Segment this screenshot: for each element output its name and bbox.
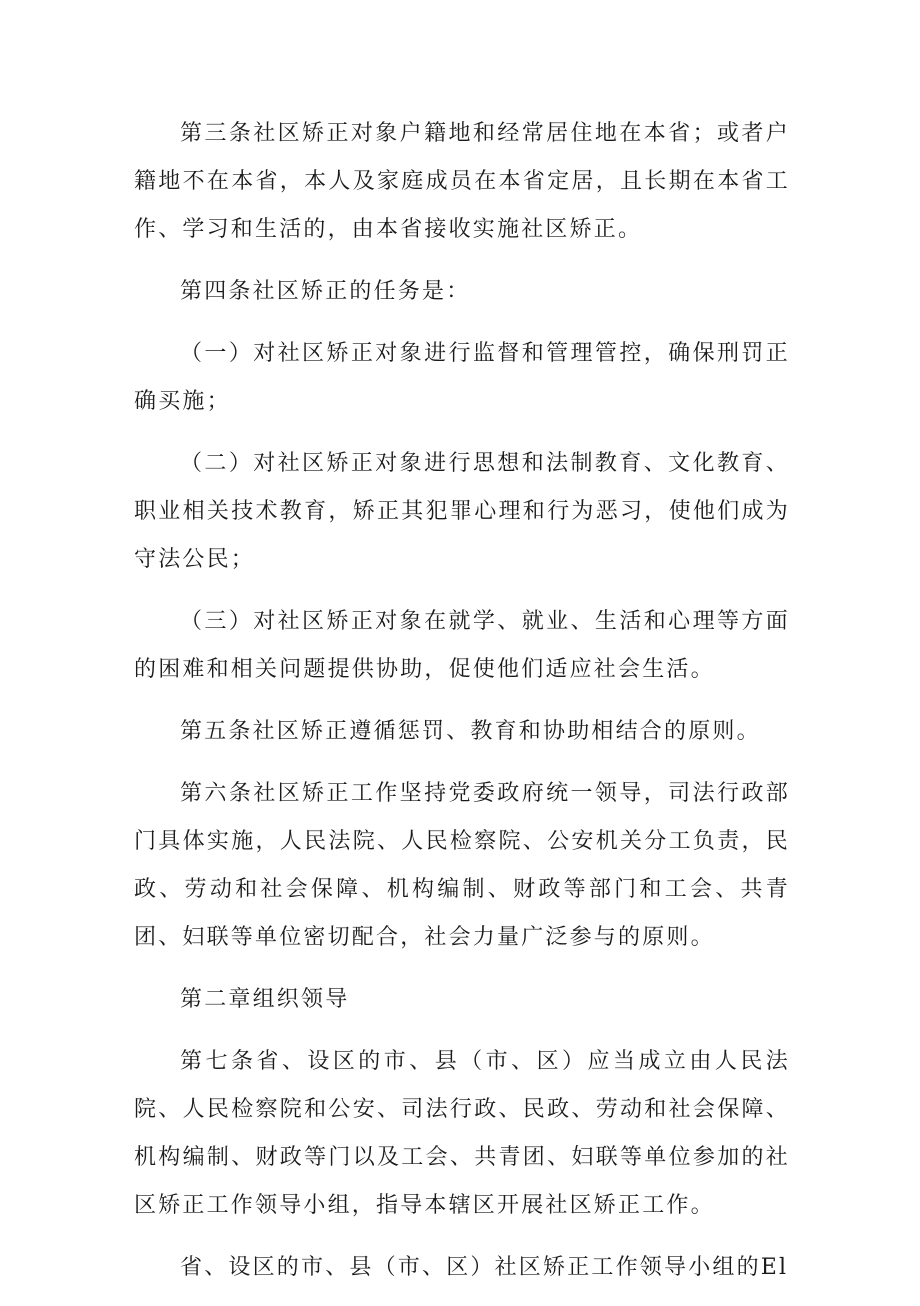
article-5-paragraph: 第五条社区矫正遵循惩罚、教育和协助相结合的原则。	[180, 719, 761, 744]
article-4-heading: 第四条社区矫正的任务是：	[180, 279, 471, 304]
article-4-item-3: （三）对社区矫正对象在就学、就业、生活和心理等方面的困难和相关问题提供协助，促使他们适应社会生活。	[134, 609, 790, 682]
chapter-2-heading: 第二章组织领导	[180, 987, 350, 1012]
article-7-continued-paragraph: 省、设区的市、县（市、区）社区矫正工作领导小组的El	[180, 1255, 789, 1280]
article-4-item-1: （一）对社区矫正对象进行监督和管理管控，确保刑罚正确买施；	[134, 341, 790, 414]
article-7-paragraph: 第七条省、设区的市、县（市、区）应当成立由人民法院、人民检察院和公安、司法行政、民政、劳动和社会保障、机构编制、财政等门以及工会、共青团、妇联等单位参加的社区矫正工作领导小组，指导本辖区开展社区矫正工作。	[134, 1049, 790, 1218]
document-body	[134, 110, 790, 1306]
article-6-paragraph: 第六条社区矫正工作坚持党委政府统一领导，司法行政部门具体实施，人民法院、人民检察院、公安机关分工负责，民政、劳动和社会保障、机构编制、财政等部门和工会、共青团、妇联等单位密切配合，社会力量广泛参与的原则。	[134, 781, 790, 950]
article-4-item-2: （二）对社区矫正对象进行思想和法制教育、文化教育、职业相关技术教育，矫正其犯罪心理和行为恶习，使他们成为守法公民；	[134, 451, 790, 572]
article-3-paragraph: 第三条社区矫正对象户籍地和经常居住地在本省；或者户籍地不在本省，本人及家庭成员在本省定居，且长期在本省工作、学习和生活的，由本省接收实施社区矫正。	[134, 121, 790, 242]
